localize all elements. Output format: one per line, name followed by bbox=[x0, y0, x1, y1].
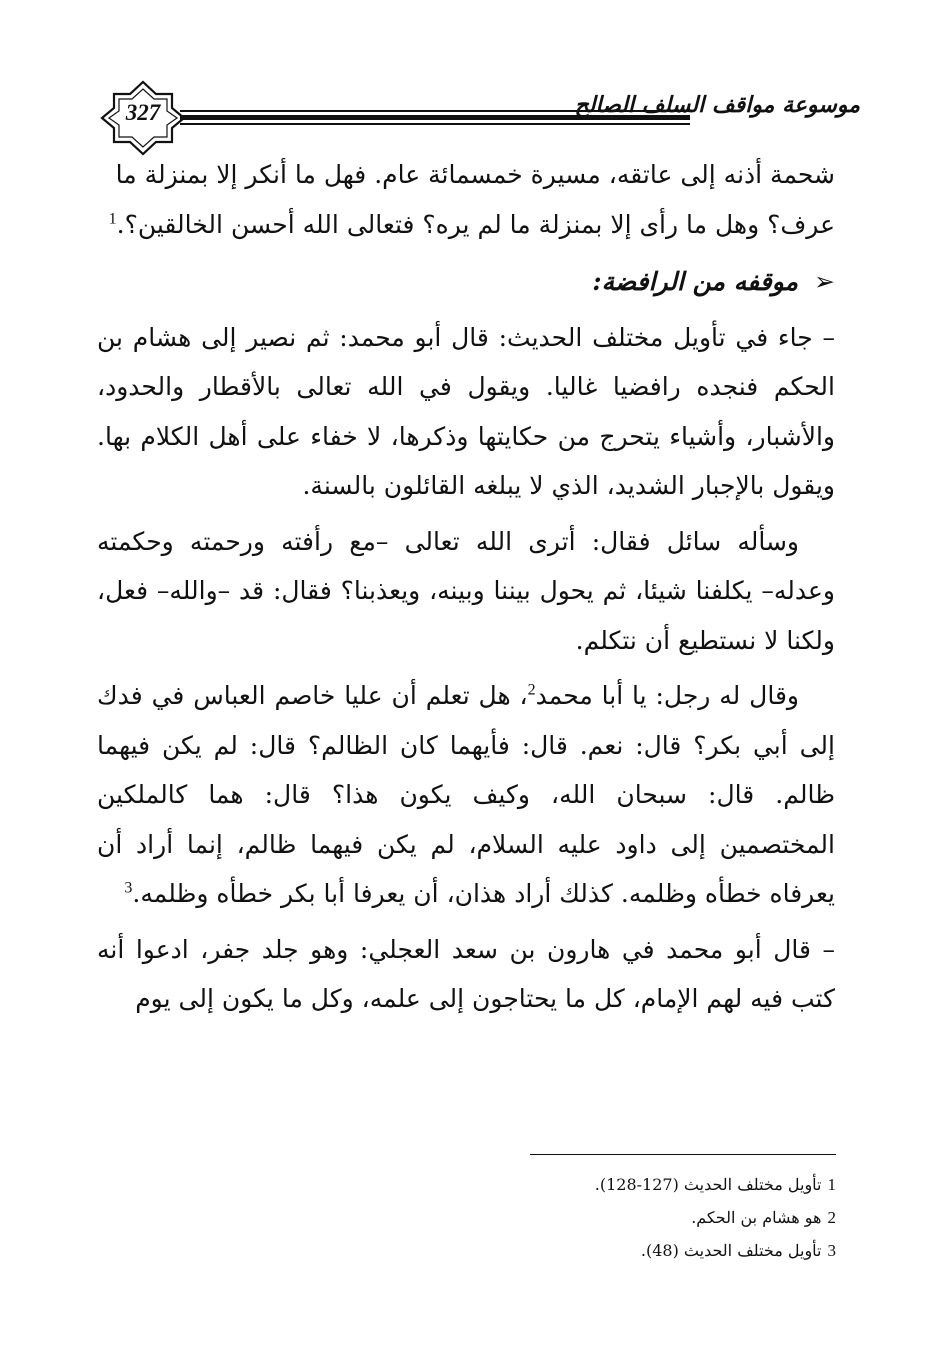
footnote-number: 1 bbox=[827, 1175, 836, 1194]
footnote-text: تأويل مختلف الحديث (127-128). bbox=[594, 1175, 822, 1194]
page-header bbox=[100, 78, 860, 158]
footnote-number: 2 bbox=[827, 1208, 836, 1227]
paragraph bbox=[97, 671, 835, 919]
footnote bbox=[400, 1168, 836, 1201]
section-heading-text: موقفه من الرافضة: bbox=[592, 267, 799, 296]
section-heading bbox=[97, 257, 835, 307]
footnote-ref: 3 bbox=[124, 879, 133, 897]
footnote bbox=[400, 1201, 836, 1234]
paragraph-line: شحمة أذنه إلى عاتقه، مسيرة خمسمائة عام. فهل ما أنكر إلا بمنزلة ما bbox=[115, 160, 835, 189]
paragraph-text: عرف؟ وهل ما رأى إلا بمنزلة ما لم يره؟ فتعالى الله أحسن الخالقين؟. bbox=[116, 209, 835, 239]
paragraph-text: ، هل تعلم أن عليا خاصم العباس في فدك إلى أبي بكر؟ قال: نعم. قال: فأيهما كان الظالم؟ قال: لم يكن فيهما ظالم. قال: سبحان الله، وكيف يكون هذا؟ قال: هما كالملكين المختصمين إلى داود عليه السلام، لم يكن فيهما ظالم، إنما أراد أن يعرفاه خطأه وظلمه. كذلك أراد هذان، أن يعرفا أبا بكر خطأه وظلمه. bbox=[97, 681, 835, 908]
paragraph: – قال أبو محمد في هارون بن سعد العجلي: وهو جلد جفر، ادعوا أنه كتب فيه لهم الإمام، كل ما يحتاجون إلى علمه، وكل ما يكون إلى يوم bbox=[97, 934, 835, 1013]
page-number-badge bbox=[100, 78, 186, 158]
footnote-ref: 2 bbox=[527, 681, 536, 699]
paragraph: – جاء في تأويل مختلف الحديث: قال أبو محمد: ثم نصير إلى هشام بن الحكم فنجده رافضيا غاليا. ويقول في الله تعالى بالأقطار والحدود، والأشبار، وأشياء يتحرج من حكايتها وذكرها، لا خفاء على أهل الكلام بها. ويقول بالإجبار الشديد، الذي لا يبلغه القائلون بالسنة. bbox=[97, 322, 835, 500]
book-title: موسوعة مواقف السلف الصالح bbox=[574, 92, 860, 118]
page-number: 327 bbox=[125, 100, 161, 125]
paragraph-text: وقال له رجل: يا أبا محمد bbox=[535, 681, 799, 710]
footnote-text: هو هشام بن الحكم. bbox=[691, 1208, 822, 1227]
footnotes bbox=[400, 1168, 836, 1267]
main-text bbox=[97, 150, 835, 1024]
footnote-number: 3 bbox=[827, 1241, 836, 1260]
arrow-bullet-icon: ➢ bbox=[814, 267, 835, 296]
footnote-divider bbox=[530, 1154, 836, 1155]
footnote-text: تأويل مختلف الحديث (48). bbox=[640, 1241, 822, 1260]
paragraph-line bbox=[97, 200, 835, 250]
footnote bbox=[400, 1234, 836, 1267]
footnote-ref: 1 bbox=[108, 210, 117, 228]
paragraph: وسأله سائل فقال: أترى الله تعالى –مع رأفته ورحمته وحكمته وعدله– يكلفنا شيئا، ثم يحول بيننا وبينه، ويعذبنا؟ فقال: قد –والله– فعل، ولكنا لا نستطيع أن نتكلم. bbox=[97, 526, 835, 655]
